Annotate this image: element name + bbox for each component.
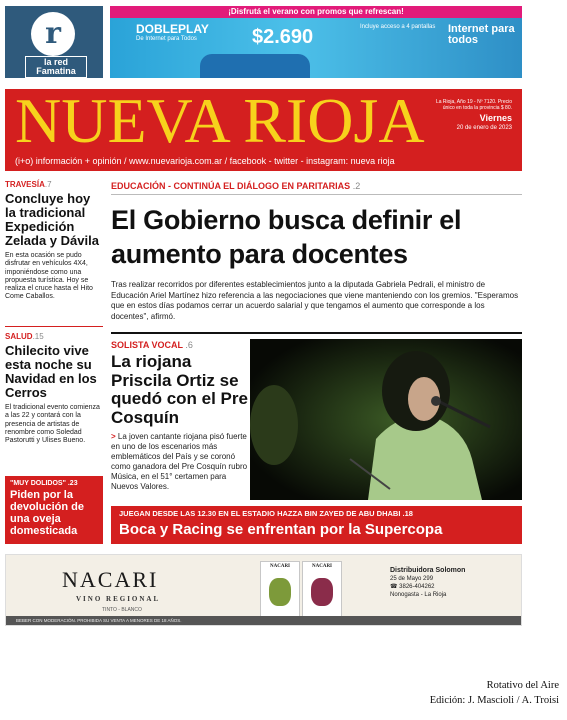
nacari-brand: NACARI	[62, 567, 159, 592]
ad-disclaimer: BEBER CON MODERACIÓN. PROHIBIDA SU VENTA A MENORES DE 18 AÑOS.	[6, 616, 522, 625]
divider	[111, 332, 522, 334]
newspaper-name: NUEVA RIOJA	[15, 85, 425, 156]
la-red-label: la red Famatina	[25, 56, 87, 78]
left-headline: Concluye hoy la tradicional Expedición Zelada y Dávila	[5, 191, 99, 248]
grape-icon	[269, 578, 291, 606]
nacari-varieties: TINTO - BLANCO	[102, 607, 142, 613]
distributor-info: Distribuidora Solomon 25 de Mayo 299 ☎ 3826-404262 Nonogasta - La Rioja	[390, 567, 466, 598]
nacari-ad[interactable]	[5, 554, 522, 626]
dobleplay-ad[interactable]	[110, 6, 522, 78]
feature-section-label: SOLISTA VOCAL .6	[111, 340, 193, 350]
sports-headline: Boca y Racing se enfrentan por la Supercopa	[119, 521, 443, 538]
issue-date: 20 de enero de 2023	[456, 125, 512, 131]
ad-includes: Incluye acceso a 4 pantallas	[360, 24, 436, 30]
singer-photo-image	[250, 339, 522, 500]
left-story-salud[interactable]	[5, 332, 103, 445]
ad-pool-image	[200, 54, 310, 78]
left-story-travesia[interactable]	[5, 180, 103, 302]
ad-price: $2.690	[252, 26, 314, 48]
grape-icon	[311, 578, 333, 606]
issue-meta: La Rioja, Año 19 - Nº 7120. Precio único en toda la provincia $ 80.	[435, 99, 512, 111]
lead-headline[interactable]: El Gobierno busca definir el aumento para docentes	[111, 205, 462, 269]
masthead-tagline: (i+o) información + opinión / www.nuevarioja.com.ar / facebook - twitter - instagram: nueva rioja	[15, 156, 395, 166]
arrow-icon: >	[111, 432, 116, 441]
lead-deck: Tras realizar recorridos por diferentes establecimientos junto a la diputada Gabriela Pedrali, el ministro de Educación Ariel Martínez hizo referencia a las negociaciones que viene manteniendo con los gremios. "Esperamos que en estos días podamos cerrar un acuerdo salarial y que tengamos el aumento que corresponde a los docentes", afirmó.	[111, 280, 519, 321]
ad-banner-text: ¡Disfrutá el verano con promos que refrescan!	[110, 6, 522, 18]
left-text: El tradicional evento comienza a las 22 y contará con la presencia de artistas de renombre como Soledad Pastorutti y Ulises Bueno.	[5, 404, 100, 445]
newspaper-front-page	[5, 6, 522, 626]
phone-icon: ☎	[390, 584, 398, 590]
left-text: En esta ocasión se pudo disfrutar en vehículos 4X4, imponiéndose como una propuesta turística. Hoy se realiza el cruce hasta el Hito Come Caballos.	[5, 252, 93, 301]
divider	[5, 326, 103, 327]
wine-box-image: NACARI	[260, 561, 300, 621]
ad-brand: Internet para todos	[448, 23, 515, 46]
masthead	[5, 85, 522, 171]
left-headline: Chilecito vive esta noche su Navidad en los Cerros	[5, 343, 97, 400]
issue-day: Viernes	[479, 113, 512, 123]
la-red-logo-icon: r	[31, 12, 75, 56]
singer-photo[interactable]	[250, 339, 522, 500]
la-red-ad[interactable]	[5, 6, 103, 78]
sports-kicker: JUEGAN DESDE LAS 12.30 EN EL ESTADIO HAZZA BIN ZAYED DE ABU DHABI .18	[119, 509, 413, 518]
feature-text: > La joven cantante riojana pisó fuerte en uno de los escenarios más emblemáticos del País y se coronó como ganadora del Pre Cosquín rubro Música, en el 51° certamen para Nuevos Valores.	[111, 432, 248, 491]
left-headline: Piden por la devolución de una oveja domesticada	[10, 489, 84, 537]
left-story-oveja[interactable]	[5, 476, 103, 544]
ad-product: DOBLEPLAY	[136, 22, 209, 36]
feature-headline[interactable]: La riojana Priscila Ortiz se quedó con el Pre Cosquín	[111, 352, 248, 427]
nacari-subtitle: VINO REGIONAL	[76, 595, 161, 603]
ad-product-sub: De Internet para Todos	[136, 36, 197, 42]
credit-line: Edición: J. Mascioli / A. Troisi	[429, 695, 559, 706]
section-label: SALUD.15	[5, 332, 44, 341]
edition-credits	[430, 678, 559, 708]
credit-line: Rotativo del Aire	[486, 680, 559, 691]
lead-section-label: EDUCACIÓN - CONTINÚA EL DIÁLOGO EN PARITARIAS .2	[111, 181, 361, 191]
wine-box-image: NACARI	[302, 561, 342, 621]
divider	[111, 194, 522, 195]
sports-headline-bar[interactable]	[111, 506, 522, 544]
section-label: TRAVESÍA.7	[5, 180, 52, 189]
section-label: "MUY DOLIDOS" .23	[10, 480, 78, 487]
